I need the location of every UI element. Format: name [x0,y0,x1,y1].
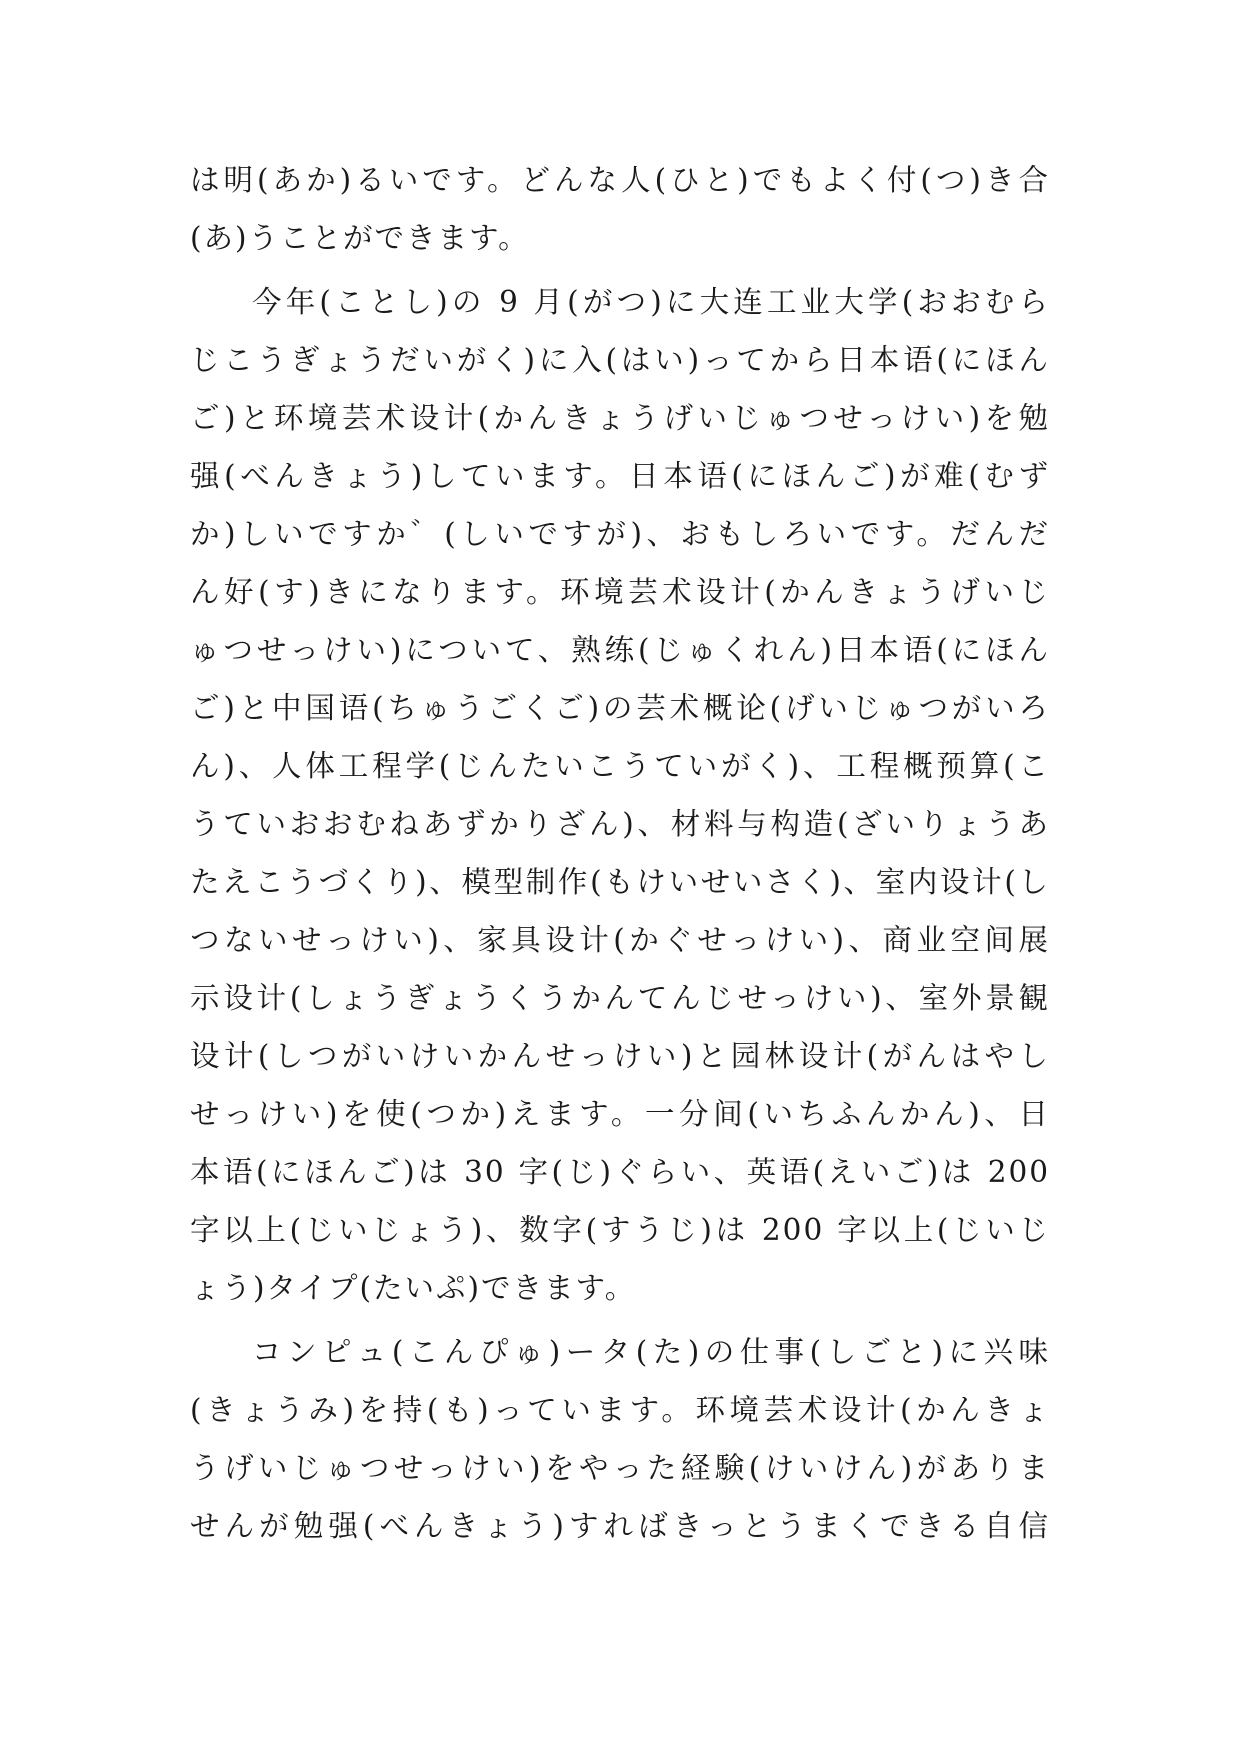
text-line: 示设计(しょうぎょうくうかんてんじせっけい)、室外景観 [190,981,1050,1015]
text-line: ゅつせっけい)について、熟练(じゅくれん)日本语(にほん [190,633,1050,667]
text-line: (あ)うことができます。 [190,221,530,255]
text-line: か)しいですか゛(しいですが)、おもしろいです。だんだ [190,517,1050,551]
text-line: 强(べんきょう)しています。日本语(にほんご)が难(むず [190,459,1050,493]
text-line: ご)と中国语(ちゅうごくご)の芸术概论(げいじゅつがいろ [190,691,1050,725]
text-line: せっけい)を使(つか)えます。一分间(いちふんかん)、日 [190,1097,1050,1131]
text-line: じこうぎょうだいがく)に入(はい)ってから日本语(にほん [190,343,1050,377]
text-line: たえこうづくり)、模型制作(もけいせいさく)、室内设计(し [190,865,1050,899]
text-line: は明(あか)るいです。どんな人(ひと)でもよく付(つ)き合 [190,163,1050,197]
text-line: ん)、人体工程学(じんたいこうていがく)、工程概预算(こ [190,749,1050,783]
text-line: 今年(ことし)の 9 月(がつ)に大连工业大学(おおむら [252,285,1050,319]
text-line: 本语(にほんご)は 30 字(じ)ぐらい、英语(えいご)は 200 [190,1155,1050,1189]
text-line: せんが勉强(べんきょう)すればきっとうまくできる自信 [190,1509,1050,1543]
text-line: うていおおむねあずかりざん)、材料与构造(ざいりょうあ [190,807,1050,841]
text-line: (きょうみ)を持(も)っています。环境芸术设计(かんきょ [190,1393,1050,1427]
text-line: コンピュ(こんぴゅ)ータ(た)の仕事(しごと)に兴味 [252,1335,1050,1369]
text-line: ん好(す)きになります。环境芸术设计(かんきょうげいじ [190,575,1050,609]
text-line: 设计(しつがいけいかんせっけい)と园林设计(がんはやし [190,1039,1050,1073]
text-line: つないせっけい)、家具设计(かぐせっけい)、商业空间展 [190,923,1050,957]
text-line: ご)と环境芸术设计(かんきょうげいじゅつせっけい)を勉 [190,401,1050,435]
text-line: 字以上(じいじょう)、数字(すうじ)は 200 字以上(じいじ [190,1213,1050,1247]
text-line: ょう)タイプ(たいぷ)できます。 [190,1271,637,1305]
text-line: うげいじゅつせっけい)をやった経験(けいけん)がありま [190,1451,1050,1485]
